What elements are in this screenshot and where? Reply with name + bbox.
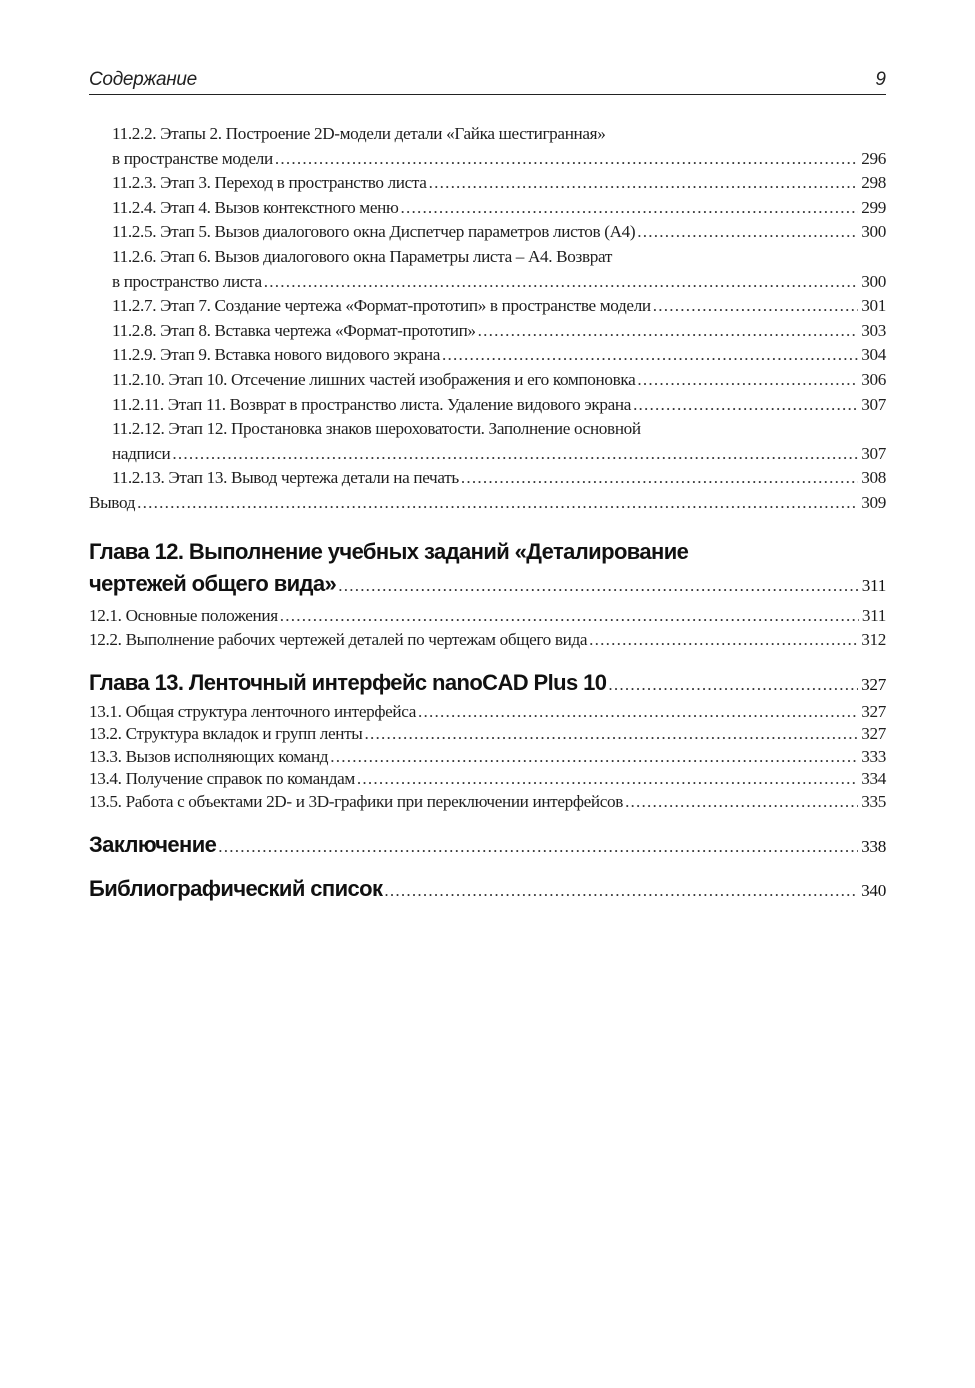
toc-page-number: 340 (861, 881, 886, 901)
toc-entry-text: 11.2.3. Этап 3. Переход в пространство листа (112, 173, 427, 193)
toc-entry-11-2-3[interactable] (89, 171, 886, 196)
dot-leader (280, 604, 859, 629)
dot-leader (442, 343, 858, 368)
dot-leader (625, 791, 858, 814)
toc-entry-text: 13.1. Общая структура ленточного интерфейса (89, 701, 417, 721)
toc-chapter-12[interactable] (89, 536, 886, 602)
toc-entry-11-2-5[interactable] (89, 220, 886, 245)
dot-leader (330, 746, 858, 769)
page-number: 9 (875, 69, 886, 90)
toc-entry-text: 13.3. Вызов исполняющих команд (89, 746, 329, 766)
dot-leader (137, 491, 858, 516)
toc-page-number: 327 (861, 674, 886, 694)
toc-entry-13-5[interactable] (89, 791, 886, 814)
dot-leader (384, 875, 858, 907)
toc-entry-text: 11.2.7. Этап 7. Создание чертежа «Формат-прототип» в пространстве модели (112, 296, 651, 316)
toc-bibliography[interactable] (89, 873, 886, 907)
toc-entry-11-2-12[interactable] (89, 417, 886, 466)
toc-page-number: 333 (861, 746, 886, 766)
toc-page-number: 307 (861, 394, 886, 414)
dot-leader (275, 147, 858, 172)
dot-leader (653, 294, 858, 319)
toc-entry-12-2[interactable] (89, 628, 886, 653)
toc-page-number: 334 (861, 769, 886, 789)
toc-entry-text: надписи (112, 443, 171, 463)
toc-page-number: 300 (861, 222, 886, 242)
toc-page-number: 308 (861, 468, 886, 488)
toc-entry-11-2-10[interactable] (89, 368, 886, 393)
toc-entry-text: 13.2. Структура вкладок и групп ленты (89, 724, 363, 744)
toc-entry-13-2[interactable] (89, 723, 886, 746)
chapter-title: чертежей общего вида» (89, 570, 337, 596)
table-of-contents (89, 122, 886, 907)
toc-page-number: 306 (861, 369, 886, 389)
dot-leader (264, 270, 858, 295)
toc-entry-11-2-13[interactable] (89, 466, 886, 491)
toc-entry-text: 11.2.13. Этап 13. Вывод чертежа детали на печать (112, 468, 459, 488)
toc-page-number: 299 (861, 197, 886, 217)
toc-entry-13-1[interactable] (89, 701, 886, 724)
toc-page-number: 338 (861, 837, 886, 857)
toc-entry-text: 11.2.4. Этап 4. Вызов контекстного меню (112, 197, 399, 217)
chapter-title: Заключение (89, 832, 217, 858)
toc-page-number: 307 (861, 443, 886, 463)
running-header (89, 66, 886, 95)
toc-page-number: 304 (861, 345, 886, 365)
toc-entry-text: в пространстве модели (112, 148, 273, 168)
dot-leader (461, 466, 858, 491)
dot-leader (637, 220, 858, 245)
dot-leader (357, 768, 858, 791)
toc-entry-text: 11.2.10. Этап 10. Отсечение лишних частей изображения и его компоновка (112, 369, 636, 389)
dot-leader (400, 196, 858, 221)
toc-entry-13-4[interactable] (89, 768, 886, 791)
toc-entry-text: в пространство листа (112, 271, 262, 291)
chapter-title: Глава 13. Ленточный интерфейс nanoCAD Plus 10 (89, 669, 607, 695)
dot-leader (429, 171, 859, 196)
dot-leader (608, 669, 858, 701)
toc-entry-11-2-2[interactable] (89, 122, 886, 171)
toc-entry-text-line1: 11.2.2. Этапы 2. Построение 2D-модели детали «Гайка шестигранная» (112, 124, 606, 143)
dot-leader (418, 701, 858, 724)
toc-page-number: 311 (861, 575, 886, 595)
toc-page-number: 300 (861, 271, 886, 291)
toc-entry-13-3[interactable] (89, 746, 886, 769)
dot-leader (478, 319, 859, 344)
toc-entry-text: 13.5. Работа с объектами 2D- и 3D-графики при переключении интерфейсов (89, 791, 624, 811)
toc-entry-12-1[interactable] (89, 604, 886, 629)
toc-entry-text: Вывод (89, 492, 136, 512)
toc-entry-11-2-11[interactable] (89, 393, 886, 418)
toc-chapter-13[interactable] (89, 667, 886, 701)
toc-entry-text: 11.2.9. Этап 9. Вставка нового видового экрана (112, 345, 440, 365)
toc-entry-chapter-11-conclusion[interactable] (89, 491, 886, 516)
toc-page-number: 327 (861, 701, 886, 721)
toc-page-number: 296 (861, 148, 886, 168)
toc-entry-text: 11.2.8. Этап 8. Вставка чертежа «Формат-прототип» (112, 320, 476, 340)
dot-leader (364, 723, 858, 746)
toc-page-number: 311 (861, 605, 886, 625)
toc-entry-text: 11.2.11. Этап 11. Возврат в пространство листа. Удаление видового экрана (112, 394, 632, 414)
running-header-title: Содержание (89, 69, 197, 90)
toc-entry-text: 12.1. Основные положения (89, 605, 278, 625)
toc-page-number: 298 (861, 173, 886, 193)
toc-entry-11-2-8[interactable] (89, 319, 886, 344)
toc-page-number: 327 (861, 724, 886, 744)
toc-entry-text-line1: 11.2.6. Этап 6. Вызов диалогового окна Параметры листа – А4. Возврат (112, 246, 612, 266)
toc-entry-11-2-4[interactable] (89, 196, 886, 221)
chapter-title: Библиографический список (89, 876, 383, 902)
dot-leader (338, 570, 859, 602)
toc-page-number: 335 (861, 791, 886, 811)
dot-leader (172, 442, 858, 467)
dot-leader (633, 393, 858, 418)
toc-conclusion[interactable] (89, 829, 886, 863)
toc-entry-text: 13.4. Получение справок по командам (89, 769, 355, 789)
toc-page-number: 309 (861, 492, 886, 512)
toc-entry-11-2-9[interactable] (89, 343, 886, 368)
dot-leader (589, 628, 858, 653)
dot-leader (637, 368, 858, 393)
toc-entry-text-line1: 11.2.12. Этап 12. Простановка знаков шероховатости. Заполнение основной (112, 419, 641, 439)
toc-entry-text: 11.2.5. Этап 5. Вызов диалогового окна Диспетчер параметров листов (А4) (112, 222, 636, 242)
toc-entry-11-2-6[interactable] (89, 245, 886, 294)
toc-page-number: 312 (861, 630, 886, 650)
dot-leader (218, 831, 858, 863)
toc-page-number: 303 (861, 320, 886, 340)
toc-entry-text: 12.2. Выполнение рабочих чертежей деталей по чертежам общего вида (89, 630, 588, 650)
toc-entry-11-2-7[interactable] (89, 294, 886, 319)
chapter-title-line1: Глава 12. Выполнение учебных заданий «Деталирование (89, 538, 689, 564)
toc-page-number: 301 (861, 296, 886, 316)
